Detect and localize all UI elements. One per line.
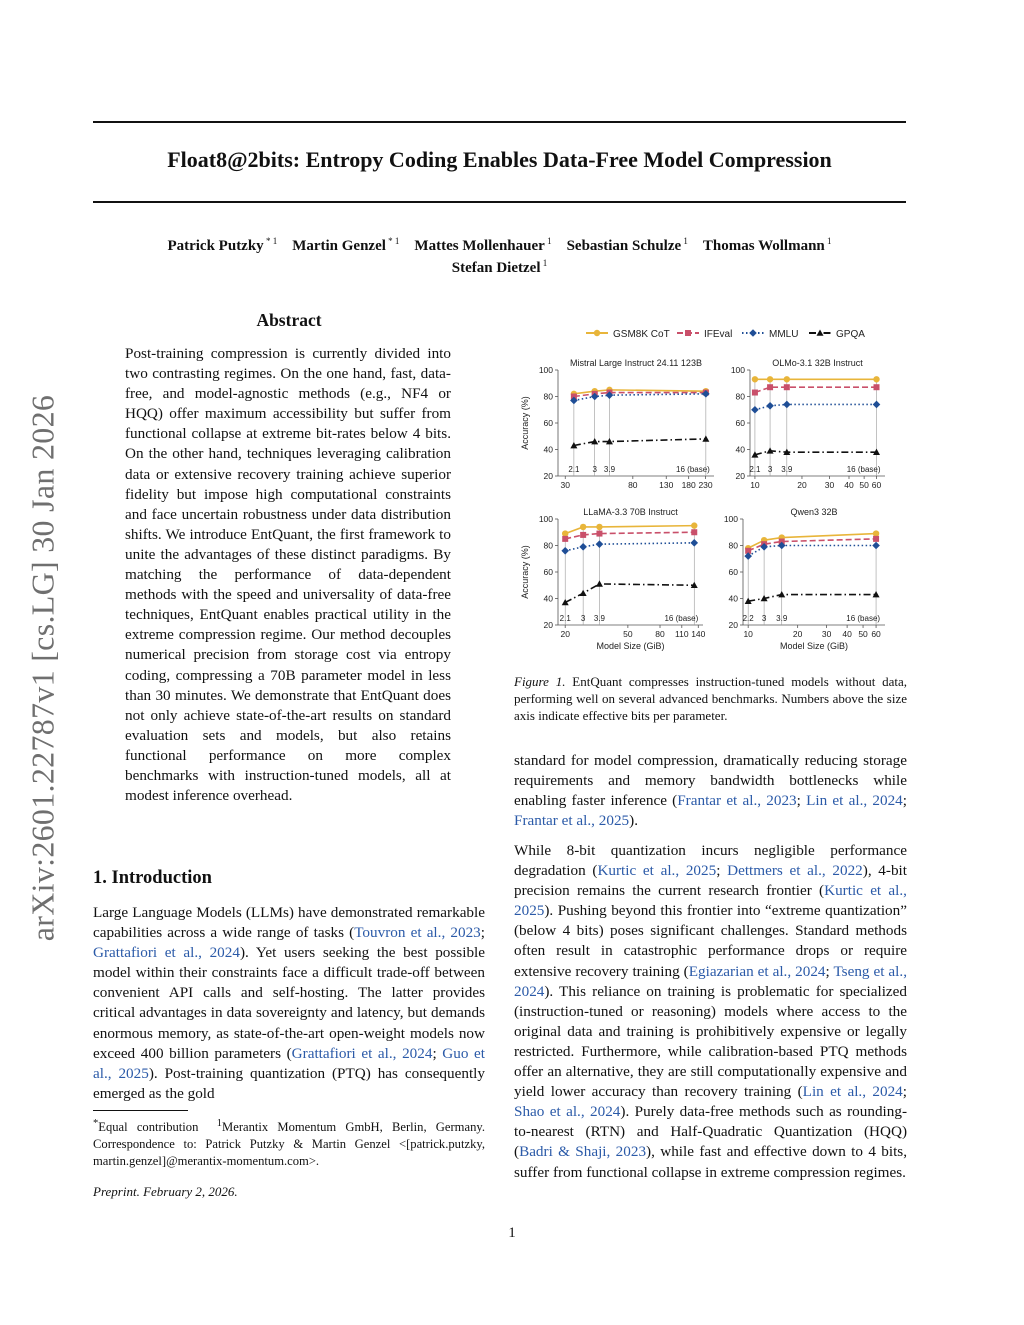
data-point: [873, 376, 879, 382]
paper-title: Float8@2bits: Entropy Coding Enables Data-Free Model Compression: [167, 147, 832, 172]
citation-link[interactable]: Lin et al., 2024: [806, 792, 903, 810]
y-tick-label: 60: [543, 567, 553, 577]
legend-label: IFEval: [704, 329, 733, 340]
page-number: 1: [508, 1225, 516, 1241]
data-point: [596, 580, 603, 586]
title-top-rule: [93, 121, 906, 123]
y-tick-label: 100: [723, 514, 738, 524]
data-point: [691, 529, 697, 535]
footnote-rule: [93, 1110, 188, 1111]
arxiv-side-label: arXiv:2601.22787v1 [cs.LG] 30 Jan 2026: [24, 394, 61, 942]
legend-marker: [685, 330, 691, 336]
data-point: [579, 543, 587, 551]
author-affiliation-mark: 1: [824, 236, 832, 246]
legend-marker: [594, 330, 600, 336]
y-tick-label: 80: [728, 540, 738, 551]
data-point: [580, 590, 587, 596]
panel-title: LLaMA-3.3 70B Instruct: [583, 507, 678, 517]
citation-link[interactable]: Guo et al., 2025: [93, 1044, 485, 1082]
data-point: [691, 522, 697, 528]
y-tick-label: 100: [538, 365, 553, 375]
right-column-paragraph-1: standard for model compression, dramatically reducing storage requirements and memory bandwidth bottlenecks while enabling faster inference (Frantar et al., 2023; Lin et al., 2024; Frantar et al., 2025).: [514, 752, 907, 830]
x-tick-label: 80: [655, 629, 665, 639]
x-tick-label: 60: [871, 629, 881, 639]
citation-link[interactable]: Grattafiori et al., 2024: [291, 1044, 433, 1062]
y-tick-label: 80: [735, 391, 745, 402]
x-tick-label: 10: [743, 629, 753, 639]
bits-label: 3: [580, 614, 586, 623]
data-point: [596, 524, 602, 530]
y-tick-label: 20: [543, 620, 553, 630]
author-name: Thomas Wollmann: [702, 238, 825, 254]
data-point: [784, 376, 790, 382]
bits-label: 3.9: [776, 614, 788, 623]
x-tick-label: 50: [623, 629, 633, 639]
data-point: [562, 599, 569, 605]
author-name: Mattes Mollenhauer: [414, 238, 545, 254]
author-name: Sebastian Schulze: [566, 238, 682, 254]
abstract-heading: Abstract: [256, 310, 322, 330]
x-tick-label: 30: [821, 629, 832, 639]
data-point: [766, 402, 774, 410]
legend-label: GPQA: [836, 329, 865, 340]
author-affiliation-mark: * 1: [385, 236, 400, 246]
author-affiliation-mark: 1: [681, 236, 688, 246]
bits-label: 16 (base): [664, 614, 699, 623]
bits-label: 16 (base): [846, 465, 881, 474]
legend-label: GSM8K CoT: [613, 329, 670, 340]
citation-link[interactable]: Frantar et al., 2023: [677, 792, 797, 810]
y-tick-label: 20: [735, 471, 745, 481]
citation-link[interactable]: Grattafiori et al., 2024: [93, 944, 240, 962]
y-tick-label: 80: [543, 391, 553, 402]
data-point: [596, 531, 602, 537]
y-tick-label: 100: [730, 365, 745, 375]
y-tick-label: 60: [735, 418, 745, 428]
author-list-line2: [93, 258, 906, 277]
x-tick-label: 40: [844, 480, 854, 490]
x-tick-label: 230: [698, 480, 713, 490]
bits-label: 2.2: [742, 614, 754, 623]
data-point: [783, 401, 791, 409]
data-point: [767, 376, 773, 382]
data-point: [752, 376, 758, 382]
abstract-text: Post-training compression is currently divided into two contrasting regimes. On the one hand, fast, data-free, and model-agnostic methods (e.g., NF4 or HQQ) offer maximum accessibility but suffer from functional collapse at extreme bit-rates below 4 bits. On the other hand, techniques leveraging calibration data or extensive recovery training achieve superior fidelity but impose high computational constraints and face uncertain robustness under data distribution shifts. We introduce EntQuant, the first framework to unite the advantages of these distinct paradigms. By matching the performance of data-dependent methods with the speed and universality of data-free techniques, EntQuant enables practical utility in the extreme compression regime. Our method decouples numerical precision from storage cost via entropy coding, compressing a 70B parameter model in less than 30 minutes. We demonstrate that EntQuant does not only achieve state-of-the-art results on standard evaluation sets and models, but also retains functional performance on more complex benchmarks with instruction-tuned models, all at modest inference overhead.: [125, 345, 451, 805]
preprint-note: Preprint. February 2, 2026.: [93, 1184, 238, 1199]
legend-label: MMLU: [769, 329, 799, 340]
x-tick-label: 10: [750, 480, 760, 490]
citation-link[interactable]: Touvron et al., 2023: [354, 924, 481, 942]
x-tick-label: 50: [859, 480, 869, 490]
author-affiliation-mark: * 1: [263, 236, 278, 246]
data-point: [874, 384, 880, 390]
y-tick-label: 40: [543, 593, 553, 604]
data-point: [580, 532, 586, 538]
x-tick-label: 30: [560, 480, 570, 490]
y-tick-label: 20: [728, 620, 738, 630]
data-point: [702, 435, 709, 441]
series-line: [755, 451, 877, 455]
x-tick-label: 30: [824, 480, 835, 490]
x-tick-label: 110: [675, 629, 689, 639]
data-point: [778, 591, 785, 597]
author-affiliation-mark: 1: [540, 258, 548, 268]
y-axis-label: Accuracy (%): [520, 545, 530, 599]
x-tick-label: 20: [797, 480, 807, 490]
author-list: [93, 236, 906, 255]
right-column-paragraph-2: While 8-bit quantization incurs negligible performance degradation (Kurtic et al., 2025; Dettmers et al., 2022), 4-bit precision remains the current research frontier (Kurtic et al., 2025). Pushing beyond this frontier into “extreme quantization” (below 4 bits) poses significant challenges. Standard methods often result in catastrophic performance drops or require extensive recovery training (Egiazarian et al., 2024; Tseng et al., 2024). This reliance on training is problematic for specialized (instruction-tuned or reasoning) models where access to the original data and training is prohibitively expensive or legally restricted. Furthermore, while calibration-based PTQ methods offer an alternative, they are still computationally expensive and yield lower accuracy than recovery training (Lin et al., 2024; Shao et al., 2024). Purely data-free methods such as rounding-to-nearest (RTN) and Half-Quadratic Quantization (HQQ) (Badri & Shaji, 2023), while fast and effective down to 4 bits, suffer from functional collapse in extreme compression regimes.: [514, 842, 907, 1181]
legend-marker: [749, 329, 757, 337]
author-name: Stefan Dietzel: [451, 260, 541, 276]
footnote: *Equal contribution $^1$Merantix Momentum GmbH, Berlin, Germany. Correspondence to: Patrick Putzky & Martin Genzel <[patrick.putzky, martin.genzel]@merantix-momentum.com>.: [93, 1118, 485, 1169]
y-axis-label: Accuracy (%): [520, 396, 530, 450]
data-point: [784, 384, 790, 390]
data-point: [580, 524, 586, 530]
panel-title: Mistral Large Instruct 24.11 123B: [570, 358, 702, 368]
y-tick-label: 100: [538, 514, 553, 524]
y-tick-label: 40: [543, 444, 553, 455]
x-tick-label: 130: [659, 480, 674, 490]
series-line: [755, 387, 877, 392]
author-name: Patrick Putzky: [167, 238, 264, 254]
x-axis-label: Model Size (GiB): [779, 641, 849, 651]
bits-label: 3: [767, 465, 773, 474]
x-tick-label: 40: [842, 629, 852, 639]
title-bottom-rule: [93, 201, 906, 203]
citation-link[interactable]: Dettmers et al., 2022: [727, 862, 863, 880]
x-tick-label: 180: [681, 480, 696, 490]
y-tick-label: 60: [728, 567, 738, 577]
data-point: [562, 530, 568, 536]
citation-link[interactable]: Badri & Shaji, 2023: [519, 1143, 647, 1161]
data-point: [767, 384, 773, 390]
bits-label: 2.1: [559, 614, 571, 623]
author-affiliation-mark: 1: [544, 236, 552, 246]
bits-label: 3.9: [781, 465, 793, 474]
data-point: [873, 401, 881, 409]
x-tick-label: 20: [560, 629, 570, 639]
intro-heading: 1. Introduction: [93, 868, 212, 888]
legend-marker: [817, 330, 824, 336]
data-point: [562, 536, 568, 542]
data-point: [596, 540, 604, 548]
data-point: [751, 406, 759, 414]
y-tick-label: 60: [543, 418, 553, 428]
x-tick-label: 140: [691, 629, 706, 639]
data-point: [872, 542, 880, 550]
citation-link[interactable]: Frantar et al., 2025: [514, 812, 630, 830]
bits-label: 3.9: [603, 465, 616, 474]
bits-label: 2.1: [749, 465, 761, 474]
x-axis-label: Model Size (GiB): [596, 641, 665, 651]
bits-label: 3.9: [593, 614, 606, 623]
bits-label: 2.1: [568, 465, 580, 474]
citation-link[interactable]: Shao et al., 2024: [514, 1103, 621, 1121]
citation-link[interactable]: Tseng et al., 2024: [514, 962, 907, 1000]
x-tick-label: 60: [871, 480, 882, 490]
x-tick-label: 80: [628, 480, 638, 490]
x-tick-label: 20: [792, 629, 803, 639]
figure-caption: Figure 1. EntQuant compresses instruction-tuned models without data, performing well on several advanced benchmarks. Numbers above the size axis indicate effective bits per parameter.: [514, 674, 908, 723]
x-tick-label: 50: [858, 629, 868, 639]
y-tick-label: 20: [543, 471, 553, 481]
panel-title: OLMo-3.1 32B Instruct: [772, 358, 863, 368]
bits-label: 3: [761, 614, 767, 623]
citation-link[interactable]: Egiazarian et al., 2024: [688, 962, 826, 980]
figure-1-chart: [514, 322, 914, 657]
data-point: [752, 390, 758, 396]
bits-label: 16 (base): [676, 465, 710, 474]
panel-title: Qwen3 32B: [790, 507, 838, 517]
series-line: [748, 595, 876, 602]
data-point: [561, 547, 569, 555]
citation-link[interactable]: Lin et al., 2024: [802, 1083, 903, 1101]
data-point: [591, 438, 598, 444]
intro-paragraph: Large Language Models (LLMs) have demonstrated remarkable capabilities across a wide range of tasks (Touvron et al., 2023; Grattafiori et al., 2024). Yet users seeking the best possible model within their constraints face a difficult trade-off between convenient API calls and self-hosting. The latter provides critical advantages in data sovereignty and latency, but demands enormous memory, as state-of-the-art open-weight models now exceed 400 billion parameters (Grattafiori et al., 2024; Guo et al., 2025). Post-training quantization (PTQ) has consequently emerged as the gold: [93, 904, 486, 1102]
y-tick-label: 40: [728, 593, 738, 604]
author-name: Martin Genzel: [292, 238, 386, 254]
bits-label: 16 (base): [846, 614, 881, 623]
citation-link[interactable]: Kurtic et al., 2025: [597, 862, 717, 880]
bits-label: 3: [592, 465, 597, 474]
citation-link[interactable]: Kurtic et al., 2025: [514, 882, 907, 920]
y-tick-label: 80: [543, 540, 553, 551]
data-point: [690, 539, 698, 547]
data-point: [873, 530, 879, 536]
y-tick-label: 40: [735, 444, 745, 455]
series-line: [748, 539, 876, 551]
data-point: [873, 536, 879, 542]
